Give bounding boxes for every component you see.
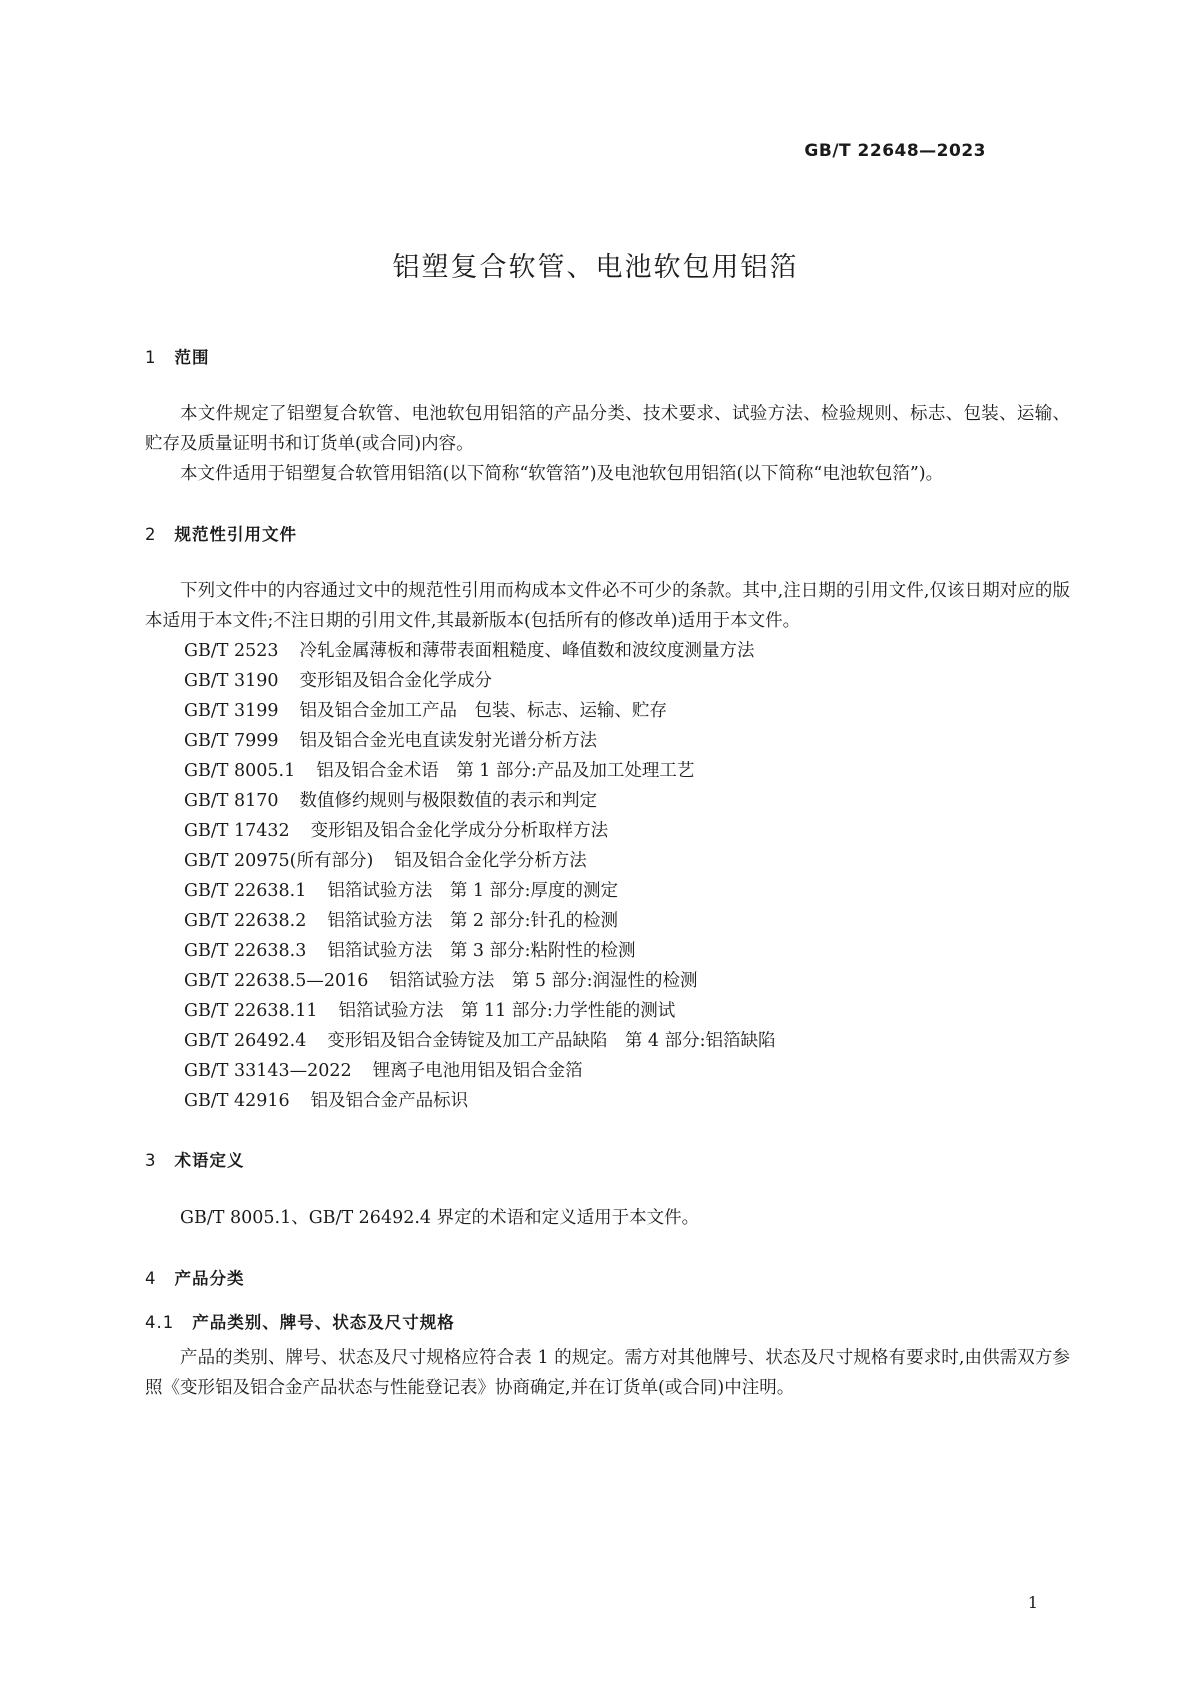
reference-code: GB/T 3190	[184, 671, 279, 691]
reference-title: 锂离子电池用铝及铝合金箔	[372, 1061, 583, 1081]
reference-code: GB/T 22638.2	[184, 911, 307, 931]
page-number: 1	[1027, 1593, 1038, 1612]
document-title: 铝塑复合软管、电池软包用铝箔	[392, 252, 799, 283]
reference-item	[145, 1056, 1070, 1086]
reference-title: 数值修约规则与极限数值的表示和判定	[299, 791, 598, 811]
reference-title: 铝及铝合金产品标识	[310, 1091, 469, 1111]
section-title: 范围	[174, 348, 210, 367]
reference-code: GB/T 26492.4	[184, 1031, 307, 1051]
reference-title: 冷轧金属薄板和薄带表面粗糙度、峰值数和波纹度测量方法	[299, 641, 755, 661]
reference-code: GB/T 22638.3	[184, 941, 307, 961]
reference-title: 铝箔试验方法 第 11 部分:力学性能的测试	[338, 1001, 676, 1021]
reference-title: 铝及铝合金加工产品 包装、标志、运输、贮存	[299, 701, 668, 721]
reference-item	[145, 726, 1070, 756]
subsection-number: 4.1	[145, 1313, 175, 1332]
reference-item	[145, 696, 1070, 726]
reference-code: GB/T 22638.1	[184, 881, 307, 901]
section-number: 3	[145, 1151, 157, 1170]
reference-code: GB/T 8005.1	[184, 761, 296, 781]
reference-code: GB/T 33143—2022	[184, 1061, 352, 1081]
reference-item	[145, 936, 1070, 966]
document-body	[145, 346, 1070, 1403]
reference-code: GB/T 3199	[184, 701, 279, 721]
reference-item	[145, 636, 1070, 666]
reference-item	[145, 816, 1070, 846]
section-number: 1	[145, 348, 157, 367]
reference-title: 变形铝及铝合金铸锭及加工产品缺陷 第 4 部分:铝箔缺陷	[327, 1031, 776, 1051]
section-number: 2	[145, 525, 157, 544]
reference-code: GB/T 22638.5—2016	[184, 971, 369, 991]
reference-list	[145, 636, 1070, 1116]
scope-paragraph: 本文件规定了铝塑复合软管、电池软包用铝箔的产品分类、技术要求、试验方法、检验规则、标志、包装、运输、贮存及质量证明书和订货单(或合同)内容。	[145, 404, 1070, 454]
section-heading-normative-references	[145, 523, 1070, 547]
terms-paragraph: GB/T 8005.1、GB/T 26492.4 界定的术语和定义适用于本文件。	[180, 1208, 700, 1228]
reference-title: 铝及铝合金化学分析方法	[394, 851, 587, 871]
reference-title: 铝及铝合金光电直读发射光谱分析方法	[299, 731, 598, 751]
reference-code: GB/T 8170	[184, 791, 279, 811]
section-title: 规范性引用文件	[174, 525, 297, 544]
reference-item	[145, 906, 1070, 936]
reference-item	[145, 1026, 1070, 1056]
reference-item	[145, 876, 1070, 906]
reference-item	[145, 966, 1070, 996]
reference-code: GB/T 20975(所有部分)	[184, 851, 374, 871]
reference-code: GB/T 22638.11	[184, 1001, 318, 1021]
references-intro: 下列文件中的内容通过文中的规范性引用而构成本文件必不可少的条款。其中,注日期的引用文件,仅该日期对应的版本适用于本文件;不注日期的引用文件,其最新版本(包括所有的修改单)适用于本文件。	[145, 581, 1070, 631]
reference-item	[145, 1086, 1070, 1116]
reference-item	[145, 756, 1070, 786]
section-heading-terms	[145, 1149, 1070, 1173]
reference-title: 铝及铝合金术语 第 1 部分:产品及加工处理工艺	[316, 761, 695, 781]
subsection-title: 产品类别、牌号、状态及尺寸规格	[192, 1313, 455, 1332]
reference-item	[145, 846, 1070, 876]
reference-item	[145, 786, 1070, 816]
reference-code: GB/T 7999	[184, 731, 279, 751]
reference-item	[145, 996, 1070, 1026]
subsection-heading-category	[145, 1311, 1070, 1335]
reference-title: 铝箔试验方法 第 5 部分:润湿性的检测	[389, 971, 698, 991]
section-number: 4	[145, 1269, 157, 1288]
reference-title: 变形铝及铝合金化学成分	[299, 671, 493, 691]
classification-paragraph: 产品的类别、牌号、状态及尺寸规格应符合表 1 的规定。需方对其他牌号、状态及尺寸规格有要求时,由供需双方参照《变形铝及铝合金产品状态与性能登记表》协商确定,并在订货单(或合同)中注明。	[145, 1348, 1070, 1398]
reference-title: 变形铝及铝合金化学成分分析取样方法	[310, 821, 609, 841]
reference-code: GB/T 2523	[184, 641, 279, 661]
section-heading-classification	[145, 1267, 1070, 1291]
reference-code: GB/T 42916	[184, 1091, 290, 1111]
reference-title: 铝箔试验方法 第 1 部分:厚度的测定	[327, 881, 618, 901]
reference-title: 铝箔试验方法 第 2 部分:针孔的检测	[327, 911, 618, 931]
reference-item	[145, 666, 1070, 696]
section-heading-scope	[145, 346, 1070, 370]
scope-paragraph: 本文件适用于铝塑复合软管用铝箔(以下简称“软管箔”)及电池软包用铝箔(以下简称“电池软包箔”)。	[180, 464, 944, 484]
reference-title: 铝箔试验方法 第 3 部分:粘附性的检测	[327, 941, 636, 961]
standard-number: GB/T 22648—2023	[804, 141, 986, 161]
section-title: 术语定义	[174, 1151, 245, 1170]
reference-code: GB/T 17432	[184, 821, 290, 841]
section-title: 产品分类	[174, 1269, 245, 1288]
